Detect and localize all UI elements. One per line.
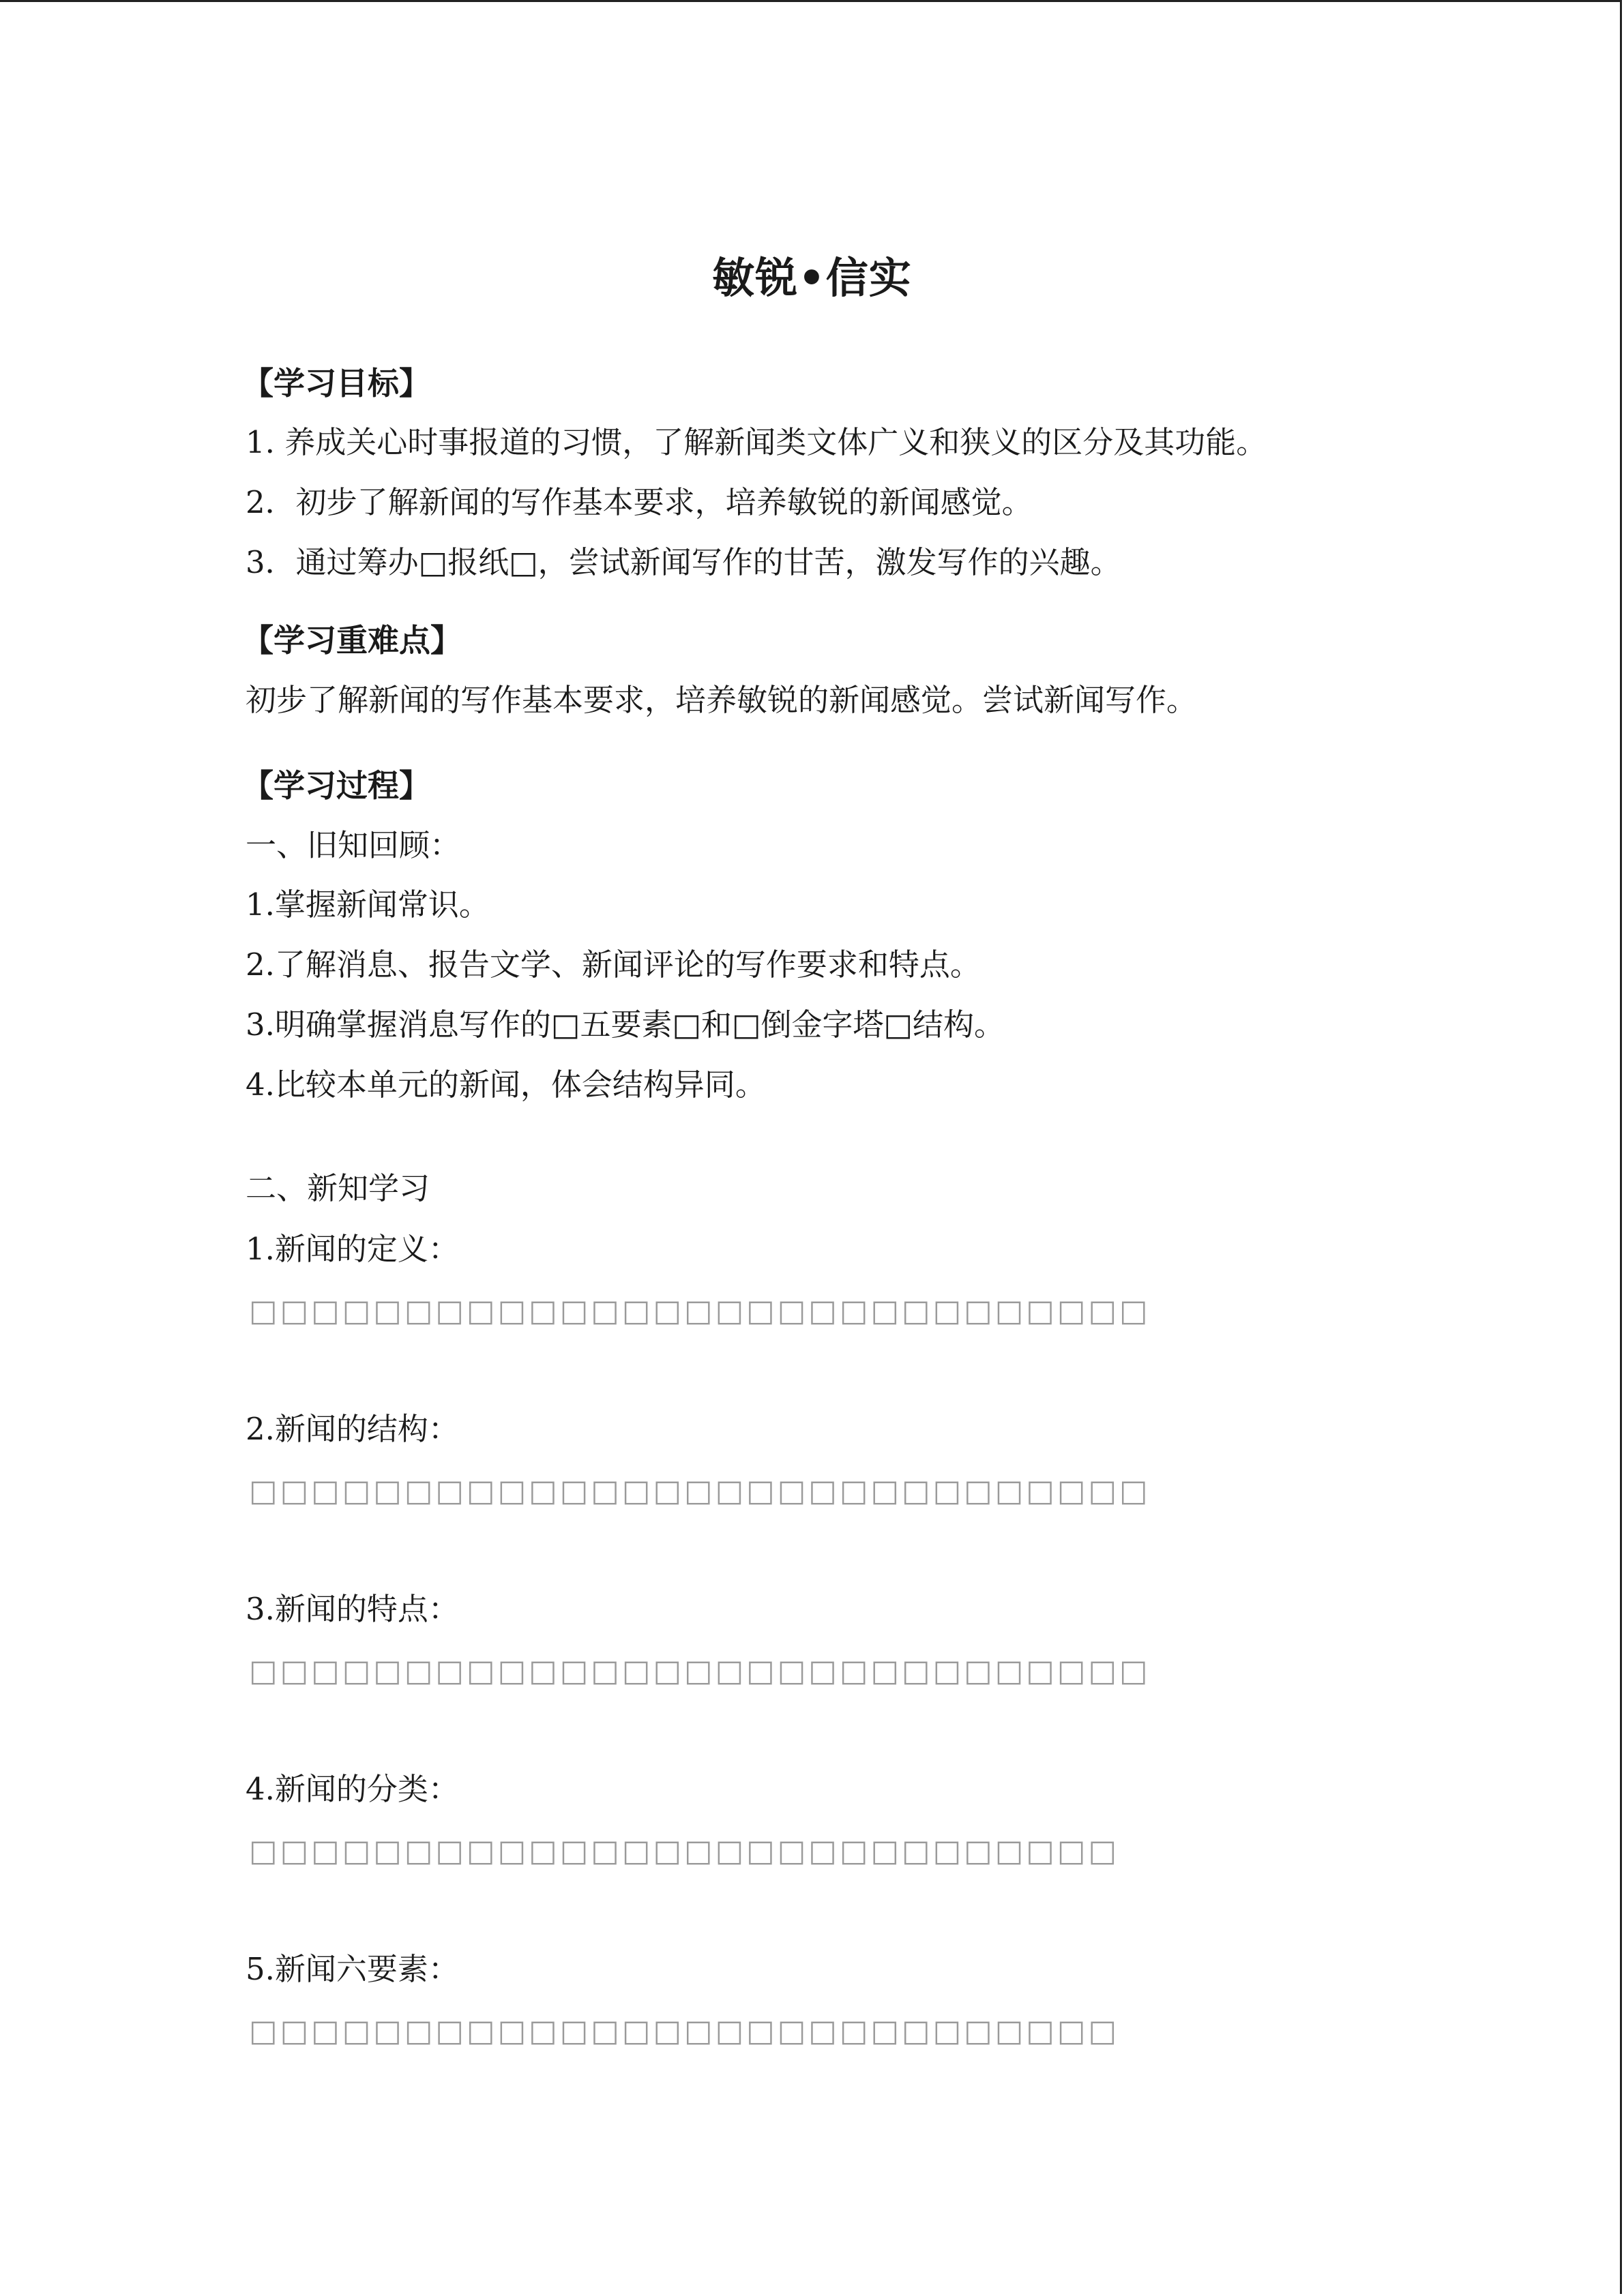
six-elements-label: 5.新闻六要素： bbox=[246, 1951, 459, 1987]
categories-blank[interactable]: □□□□□□□□□□□□□□□□□□□□□□□□□□□□ bbox=[249, 1834, 1120, 1868]
review-item-1: 1.掌握新闻常识。 bbox=[246, 886, 490, 923]
objective-item-3: 3．通过筹办□报纸□，尝试新闻写作的甘苦，激发写作的兴趣。 bbox=[246, 544, 1121, 580]
definition-blank[interactable]: □□□□□□□□□□□□□□□□□□□□□□□□□□□□□ bbox=[249, 1294, 1151, 1328]
objective-item-2: 2．初步了解新闻的写作基本要求，培养敏锐的新闻感觉。 bbox=[246, 484, 1033, 520]
objectives-heading: 【学习目标】 bbox=[242, 365, 430, 402]
process-heading: 【学习过程】 bbox=[242, 767, 430, 804]
features-blank[interactable]: □□□□□□□□□□□□□□□□□□□□□□□□□□□□□ bbox=[249, 1654, 1151, 1688]
key-points-heading: 【学习重难点】 bbox=[242, 622, 462, 659]
categories-label: 4.新闻的分类： bbox=[246, 1771, 459, 1807]
structure-label: 2.新闻的结构： bbox=[246, 1411, 459, 1447]
objective-item-1: 1. 养成关心时事报道的习惯，了解新闻类文体广义和狭义的区分及其功能。 bbox=[246, 424, 1267, 460]
six-elements-blank[interactable]: □□□□□□□□□□□□□□□□□□□□□□□□□□□□ bbox=[249, 2014, 1120, 2048]
key-points-text: 初步了解新闻的写作基本要求，培养敏锐的新闻感觉。尝试新闻写作。 bbox=[246, 682, 1198, 718]
document-title: 敏锐•信实 bbox=[712, 253, 912, 303]
review-item-2: 2.了解消息、报告文学、新闻评论的写作要求和特点。 bbox=[246, 946, 981, 983]
review-item-4: 4.比较本单元的新闻，体会结构异同。 bbox=[246, 1067, 766, 1103]
review-title: 一、旧知回顾： bbox=[246, 827, 461, 863]
review-item-3: 3.明确掌握消息写作的□五要素□和□倒金字塔□结构。 bbox=[246, 1007, 1005, 1043]
definition-label: 1.新闻的定义： bbox=[246, 1231, 459, 1267]
structure-blank[interactable]: □□□□□□□□□□□□□□□□□□□□□□□□□□□□□ bbox=[249, 1474, 1151, 1508]
new-learning-title: 二、新知学习 bbox=[246, 1170, 430, 1206]
features-label: 3.新闻的特点： bbox=[246, 1591, 459, 1627]
